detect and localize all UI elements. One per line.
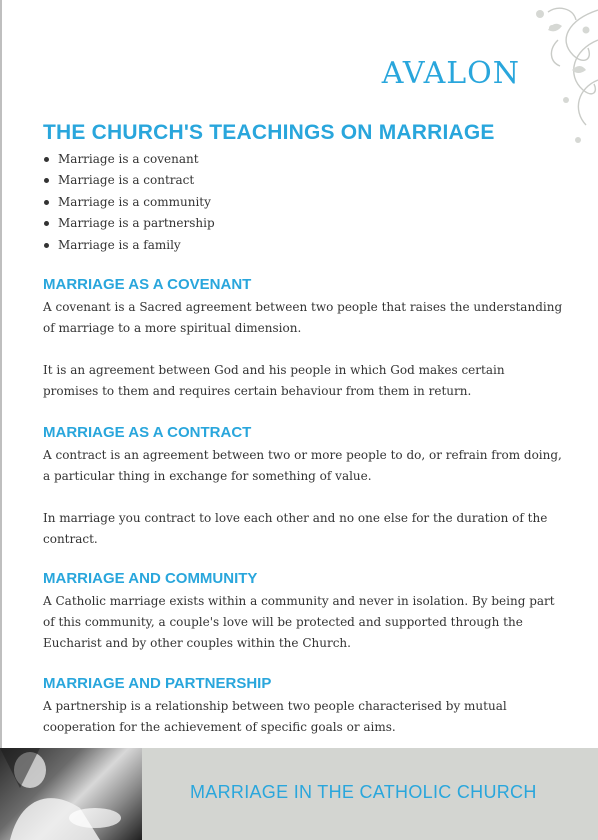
wedding-photo-icon: [0, 748, 142, 840]
section-heading-covenant: MARRIAGE AS A COVENANT: [43, 276, 252, 293]
list-item: Marriage is a community: [43, 192, 215, 213]
avalon-logo: AVALON: [381, 56, 520, 91]
section-paragraph: A partnership is a relationship between two people characterised by mutual cooperation for the achievement of specific goals or aims.: [43, 699, 507, 735]
footer-title: MARRIAGE IN THE CATHOLIC CHURCH: [190, 782, 537, 802]
page-edge-rule: [0, 0, 2, 748]
teachings-list: [43, 149, 215, 256]
list-item: Marriage is a partnership: [43, 213, 215, 234]
footer-banner: [0, 748, 598, 840]
page-title: THE CHURCH'S TEACHINGS ON MARRIAGE: [43, 121, 495, 144]
list-item: Marriage is a family: [43, 235, 215, 256]
wedding-photo: [0, 748, 142, 840]
section-paragraph: A contract is an agreement between two or more people to do, or refrain from doing, a particular thing in exchange for something of value.: [43, 448, 562, 484]
section-paragraph: A Catholic marriage exists within a community and never in isolation. By being part of this community, a couple's love will be protected and supported through the Eucharist and by other couples within the Church.: [43, 594, 555, 651]
section-heading-partnership: MARRIAGE AND PARTNERSHIP: [43, 675, 272, 692]
section-paragraph: It is an agreement between God and his people in which God makes certain promises to them and requires certain behaviour from them in return.: [43, 363, 505, 399]
section-paragraph: In marriage you contract to love each other and no one else for the duration of the contract.: [43, 511, 548, 547]
section-heading-contract: MARRIAGE AS A CONTRACT: [43, 424, 252, 441]
section-paragraph: A covenant is a Sacred agreement between two people that raises the understanding of marriage to a more spiritual dimension.: [43, 300, 563, 336]
section-heading-community: MARRIAGE AND COMMUNITY: [43, 570, 258, 587]
list-item: Marriage is a covenant: [43, 149, 215, 170]
list-item: Marriage is a contract: [43, 170, 215, 191]
